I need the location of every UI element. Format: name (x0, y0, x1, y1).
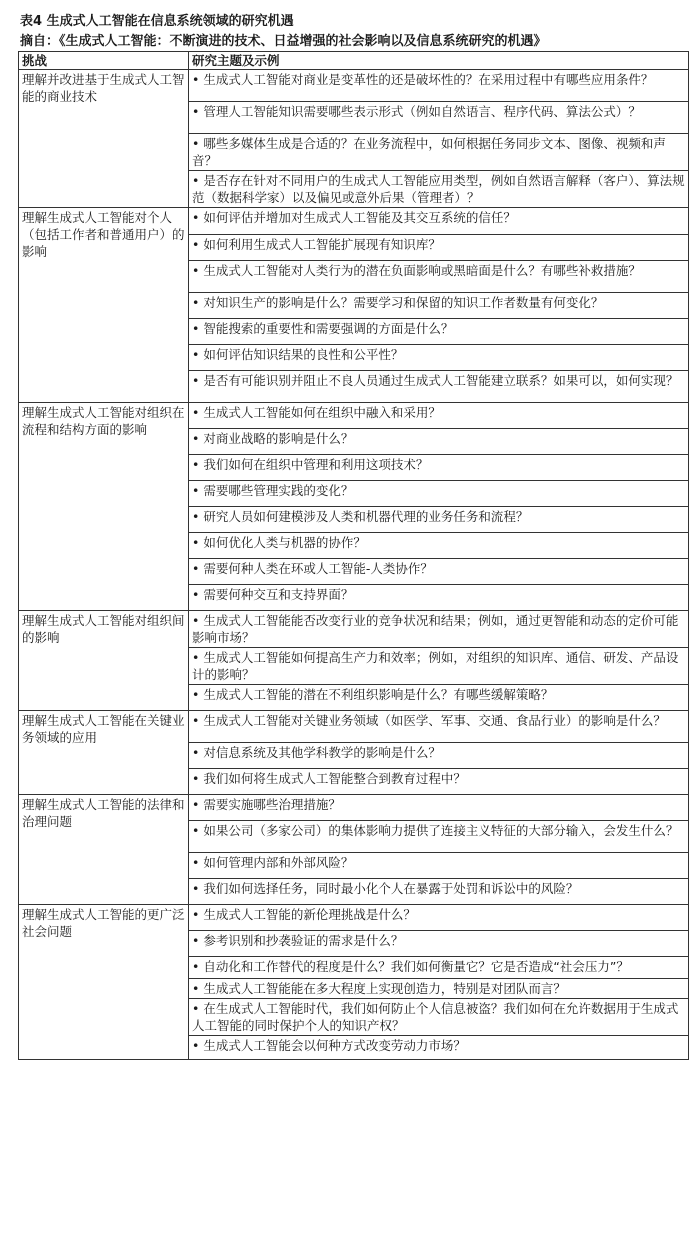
topic-text: 是否存在针对不同用户的生成式人工智能应用类型，例如自然语言解释（客户）、算法规范（数据科学家）以及偏见或意外后果（管理者）？ (192, 173, 685, 205)
topic-text: 生成式人工智能对关键业务领域（如医学、军事、交通、食品行业）的影响是什么？ (203, 713, 666, 728)
topic-text: 如何评估知识结果的良性和公平性？ (203, 347, 404, 362)
topic-cell (189, 795, 689, 821)
topic-cell (189, 957, 689, 979)
table-row (19, 70, 689, 102)
bullet-marker: • (192, 373, 200, 388)
table-row (19, 403, 689, 429)
topic-cell (189, 319, 689, 345)
challenge-cell: 理解生成式人工智能对个人（包括工作者和普通用户）的影响 (19, 208, 189, 403)
topic-text: 生成式人工智能对商业是变革性的还是破坏性的？在采用过程中有哪些应用条件？ (203, 72, 654, 87)
bullet-marker: • (192, 981, 200, 996)
topic-cell (189, 507, 689, 533)
bullet-marker: • (192, 535, 200, 550)
topic-cell (189, 821, 689, 853)
topic-cell (189, 1036, 689, 1060)
topic-cell (189, 481, 689, 507)
topic-cell (189, 345, 689, 371)
bullet-marker: • (192, 321, 200, 336)
topic-text: 生成式人工智能如何提高生产力和效率；例如，对组织的知识库、通信、研发、产品设计的影响？ (192, 650, 679, 682)
topic-text: 参考识别和抄袭验证的需求是什么？ (203, 933, 404, 948)
topic-cell (189, 979, 689, 999)
topic-cell (189, 371, 689, 403)
bullet-marker: • (192, 797, 200, 812)
topic-cell (189, 711, 689, 743)
topic-text: 生成式人工智能能否改变行业的竞争状况和结果；例如，通过更智能和动态的定价可能影响市场？ (192, 613, 679, 645)
bullet-marker: • (192, 509, 200, 524)
topic-cell (189, 648, 689, 685)
topic-cell (189, 853, 689, 879)
topic-cell (189, 261, 689, 293)
topic-text: 如何优化人类与机器的协作？ (203, 535, 366, 550)
topic-cell (189, 685, 689, 711)
topic-cell (189, 769, 689, 795)
bullet-marker: • (192, 713, 200, 728)
topic-text: 在生成式人工智能时代，我们如何防止个人信息被盗？我们如何在允许数据用于生成式人工智能的同时保护个人的知识产权？ (192, 1001, 679, 1033)
topic-text: 自动化和工作替代的程度是什么？我们如何衡量它？它是否造成“社会压力”？ (203, 959, 629, 974)
topic-text: 对商业战略的影响是什么？ (203, 431, 354, 446)
topic-cell (189, 235, 689, 261)
bullet-marker: • (192, 483, 200, 498)
topic-text: 需要何种人类在环或人工智能-人类协作？ (203, 561, 433, 576)
table-row (19, 711, 689, 743)
table-row (19, 795, 689, 821)
topic-text: 我们如何选择任务，同时最小化个人在暴露于处罚和诉讼中的风险？ (203, 881, 579, 896)
topic-cell (189, 403, 689, 429)
table-body (19, 70, 689, 1060)
topic-cell (189, 171, 689, 208)
topic-cell (189, 999, 689, 1036)
bullet-marker: • (192, 613, 200, 628)
bullet-marker: • (192, 771, 200, 786)
topic-cell (189, 429, 689, 455)
topic-text: 生成式人工智能能在多大程度上实现创造力，特别是对团队而言？ (203, 981, 566, 996)
bullet-marker: • (192, 237, 200, 252)
topic-cell (189, 208, 689, 235)
topic-cell (189, 585, 689, 611)
bullet-marker: • (192, 263, 200, 278)
topic-cell (189, 455, 689, 481)
topic-text: 智能搜索的重要性和需要强调的方面是什么？ (203, 321, 454, 336)
topic-text: 如何利用生成式人工智能扩展现有知识库？ (203, 237, 441, 252)
bullet-marker: • (192, 347, 200, 362)
topic-cell (189, 533, 689, 559)
bullet-marker: • (192, 457, 200, 472)
bullet-marker: • (192, 1038, 200, 1053)
table-row (19, 905, 689, 931)
topic-text: 如果公司（多家公司）的集体影响力提供了连接主义特征的大部分输入，会发生什么？ (203, 823, 679, 838)
topic-cell (189, 879, 689, 905)
challenge-cell: 理解生成式人工智能对组织在流程和结构方面的影响 (19, 403, 189, 611)
topic-text: 生成式人工智能的潜在不利组织影响是什么？有哪些缓解策略？ (203, 687, 554, 702)
bullet-marker: • (192, 405, 200, 420)
topic-cell (189, 102, 689, 134)
topic-text: 如何评估并增加对生成式人工智能及其交互系统的信任？ (203, 210, 516, 225)
topic-text: 哪些多媒体生成是合适的？在业务流程中，如何根据任务同步文本、图像、视频和声音？ (192, 136, 666, 168)
bullet-marker: • (192, 210, 200, 225)
header-challenge: 挑战 (19, 52, 189, 70)
topic-text: 生成式人工智能的新伦理挑战是什么？ (203, 907, 416, 922)
research-opportunities-table (18, 51, 689, 1060)
topic-cell (189, 293, 689, 319)
topic-text: 是否有可能识别并阻止不良人员通过生成式人工智能建立联系？如果可以，如何实现？ (203, 373, 679, 388)
bullet-marker: • (192, 687, 200, 702)
bullet-marker: • (192, 745, 200, 760)
topic-text: 管理人工智能知识需要哪些表示形式（例如自然语言、程序代码、算法公式）？ (203, 104, 641, 119)
topic-text: 我们如何将生成式人工智能整合到教育过程中？ (203, 771, 466, 786)
topic-text: 需要哪些管理实践的变化？ (203, 483, 354, 498)
bullet-marker: • (192, 881, 200, 896)
bullet-marker: • (192, 823, 200, 838)
topic-text: 生成式人工智能会以何种方式改变劳动力市场？ (203, 1038, 466, 1053)
bullet-marker: • (192, 431, 200, 446)
bullet-marker: • (192, 1001, 200, 1016)
bullet-marker: • (192, 587, 200, 602)
bullet-marker: • (192, 933, 200, 948)
bullet-marker: • (192, 907, 200, 922)
topic-text: 生成式人工智能如何在组织中融入和采用？ (203, 405, 441, 420)
header-topics: 研究主题及示例 (189, 52, 689, 70)
bullet-marker: • (192, 855, 200, 870)
bullet-marker: • (192, 295, 200, 310)
bullet-marker: • (192, 104, 200, 119)
topic-text: 如何管理内部和外部风险？ (203, 855, 354, 870)
topic-cell (189, 611, 689, 648)
table-row (19, 208, 689, 235)
bullet-marker: • (192, 72, 200, 87)
header-row (19, 52, 689, 70)
topic-text: 对信息系统及其他学科教学的影响是什么？ (203, 745, 441, 760)
table-title: 表4 生成式人工智能在信息系统领域的研究机遇 (20, 14, 294, 29)
challenge-cell: 理解并改进基于生成式人工智能的商业技术 (19, 70, 189, 208)
table-row (19, 611, 689, 648)
challenge-cell: 理解生成式人工智能的法律和治理问题 (19, 795, 189, 905)
table-source: 摘自：《生成式人工智能：不断演进的技术、日益增强的社会影响以及信息系统研究的机遇》 (20, 34, 547, 49)
topic-cell (189, 70, 689, 102)
topic-text: 需要何种交互和支持界面？ (203, 587, 354, 602)
bullet-marker: • (192, 650, 200, 665)
topic-cell (189, 134, 689, 171)
bullet-marker: • (192, 136, 200, 151)
bullet-marker: • (192, 173, 200, 188)
topic-cell (189, 905, 689, 931)
bullet-marker: • (192, 561, 200, 576)
topic-cell (189, 743, 689, 769)
topic-cell (189, 931, 689, 957)
challenge-cell: 理解生成式人工智能的更广泛社会问题 (19, 905, 189, 1060)
topic-text: 对知识生产的影响是什么？需要学习和保留的知识工作者数量有何变化？ (203, 295, 604, 310)
topic-text: 需要实施哪些治理措施？ (203, 797, 341, 812)
topic-cell (189, 559, 689, 585)
bullet-marker: • (192, 959, 200, 974)
challenge-cell: 理解生成式人工智能对组织间的影响 (19, 611, 189, 711)
challenge-cell: 理解生成式人工智能在关键业务领域的应用 (19, 711, 189, 795)
topic-text: 生成式人工智能对人类行为的潜在负面影响或黑暗面是什么？有哪些补救措施？ (203, 263, 641, 278)
topic-text: 我们如何在组织中管理和利用这项技术？ (203, 457, 429, 472)
topic-text: 研究人员如何建模涉及人类和机器代理的业务任务和流程？ (203, 509, 529, 524)
